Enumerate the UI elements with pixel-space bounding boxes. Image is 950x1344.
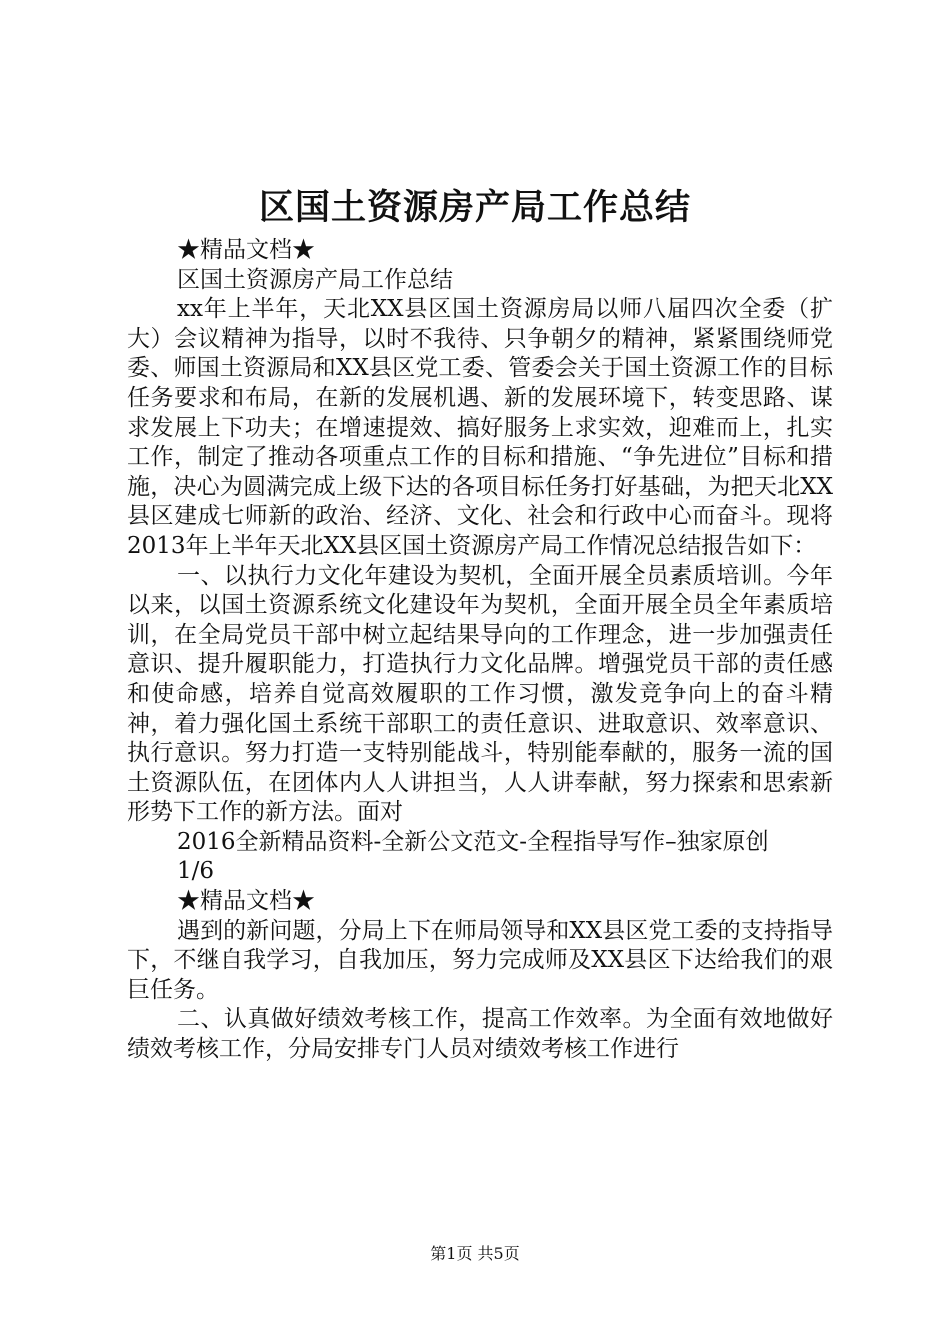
- paragraph: 区国土资源房产局工作总结: [177, 266, 453, 293]
- paragraph: ★精品文档★: [177, 888, 315, 915]
- paragraph: 一、以执行力文化年建设为契机，全面开展全员素质培训。今年以来，以国土资源系统文化建设年为契机，全面开展全员全年素质培训，在全局党员干部中树立起结果导向的工作理念，进一步加强责任意识、提升履职能力，打造执行力文化品牌。增强党员干部的责任感和使命感，培养自觉高效履职的工作习惯，激发竞争向上的奋斗精神，着力强化国土系统干部职工的责任意识、进取意识、效率意识、执行意识。努力打造一支特别能战斗，特别能奉献的，服务一流的国土资源队伍，在团体内人人讲担当，人人讲奉献，努力探索和思索新形势下工作的新方法。面对: [127, 562, 833, 826]
- paragraph: 2016全新精品资料-全新公文范文-全程指导写作–独家原创: [177, 828, 769, 855]
- paragraph: 二、认真做好绩效考核工作，提高工作效率。为全面有效地做好绩效考核工作，分局安排专门人员对绩效考核工作进行: [127, 1006, 833, 1063]
- paragraph: ★精品文档★: [177, 237, 315, 263]
- document-body: [127, 236, 833, 1065]
- document-title: 区国土资源房产局工作总结: [258, 187, 691, 228]
- page-footer: 第1页 共5页: [430, 1244, 520, 1263]
- paragraph: xx年上半年，天北XX县区国土资源房局以师八届四次全委（扩大）会议精神为指导，以时不我待、只争朝夕的精神，紧紧围绕师党委、师国土资源局和XX县区党工委、管委会关于国土资源工作的目标任务要求和布局，在新的发展机遇、新的发展环境下，转变思路、谋求发展上下功夫；在增速提效、搞好服务上求实效，迎难而上，扎实工作，制定了推动各项重点工作的目标和措施、“争先进位”目标和措施，决心为圆满完成上级下达的各项目标任务打好基础，为把天北XX县区建成七师新的政治、经济、文化、社会和行政中心而奋斗。现将2013年上半年天北XX县区国土资源房产局工作情况总结报告如下：: [127, 296, 833, 559]
- paragraph: 遇到的新问题，分局上下在师局领导和XX县区党工委的支持指导下，不继自我学习，自我加压，努力完成师及XX县区下达给我们的艰巨任务。: [127, 917, 833, 1003]
- paragraph: 1/6: [177, 858, 215, 885]
